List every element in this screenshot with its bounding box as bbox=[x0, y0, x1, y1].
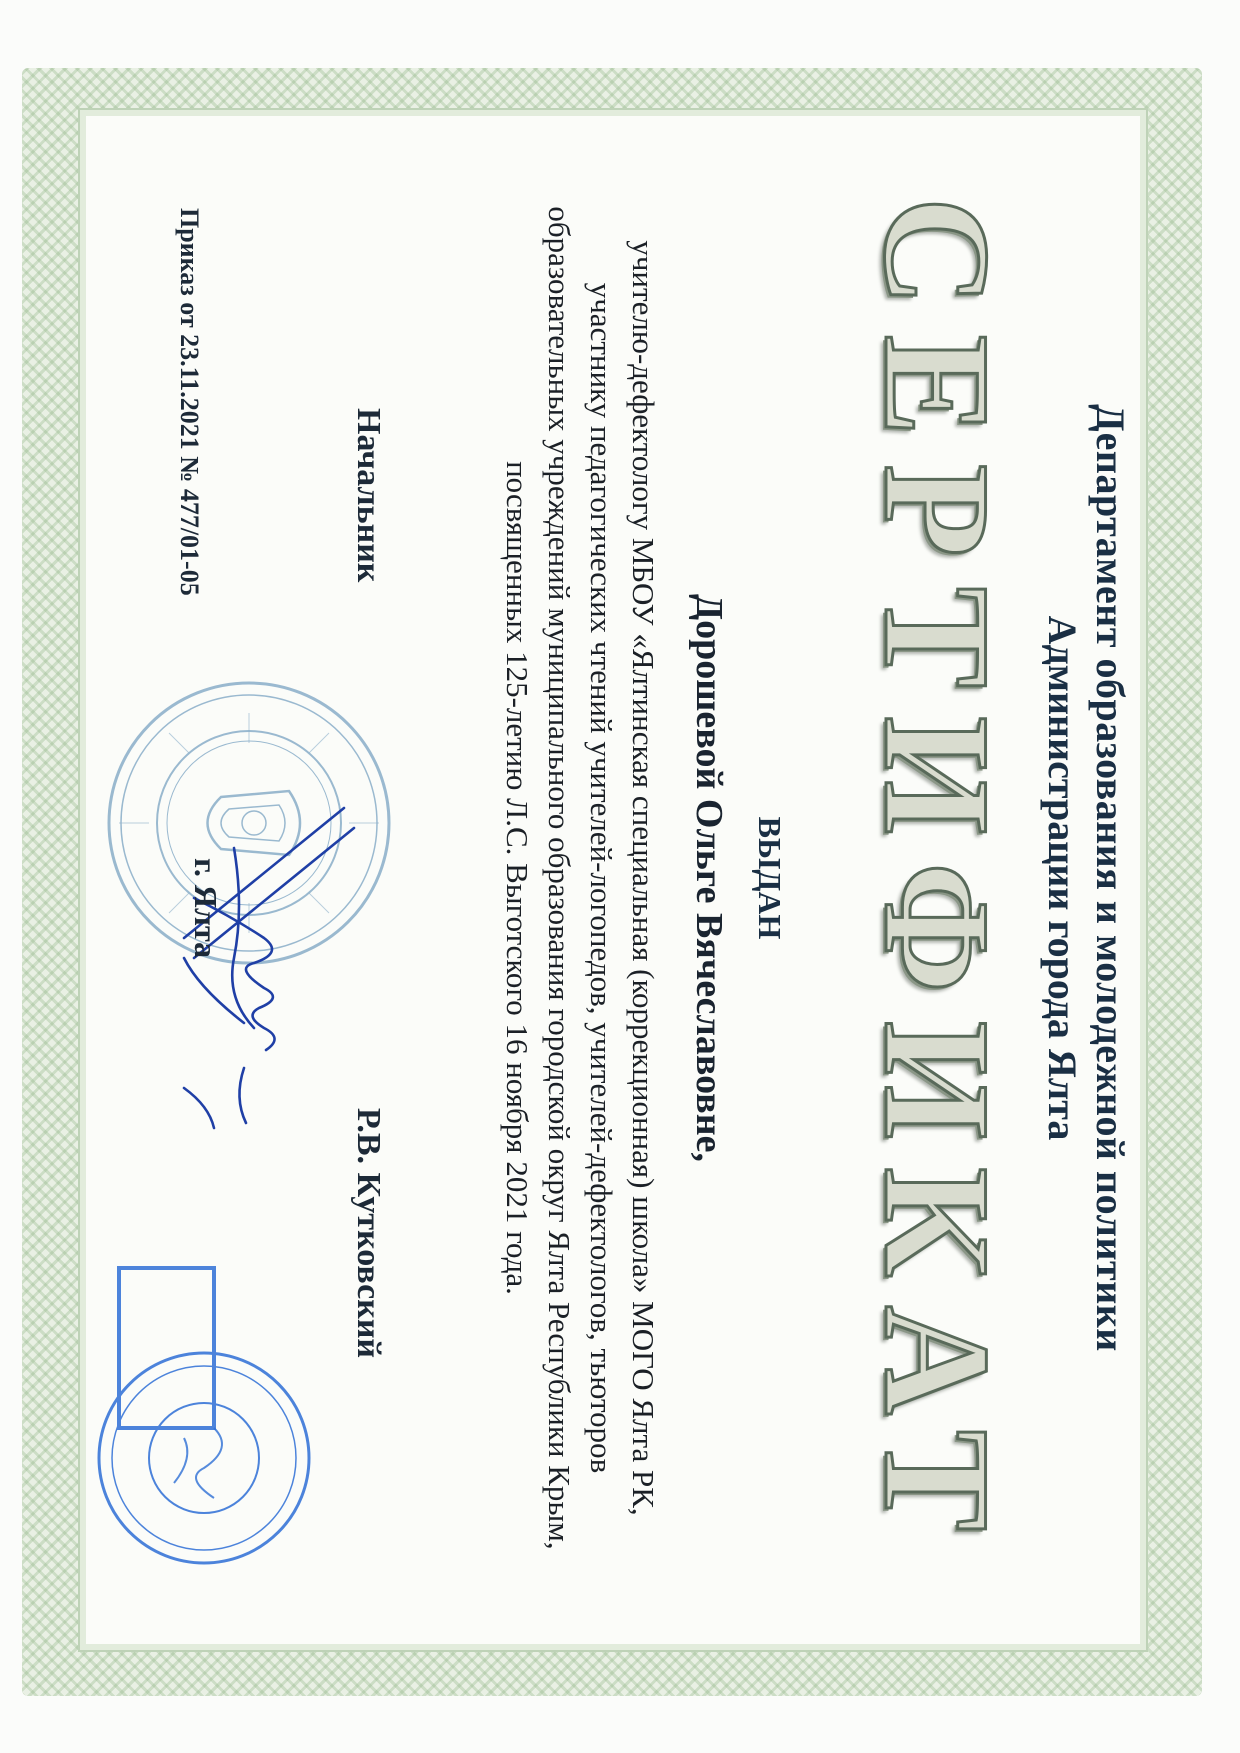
certificate-content bbox=[78, 108, 1144, 1648]
signer-position: Начальник bbox=[350, 408, 387, 583]
handwritten-signature bbox=[154, 788, 384, 1148]
body-line: участнику педагогических чтений учителей-логопедов, учителей-дефектологов, тьюторов bbox=[584, 282, 619, 1474]
department-header-line1: Департамент образования и молодежной политики bbox=[1088, 404, 1133, 1352]
body-line: посвященных 125-летию Л.С. Выготского 16 ноября 2021 года. bbox=[500, 461, 535, 1295]
school-seal-and-copy-stamp bbox=[94, 1258, 344, 1598]
certificate-body bbox=[496, 168, 664, 1588]
body-line: образовательных учреждений муниципального образования городской округ Ялта Республики Крым, bbox=[542, 206, 577, 1550]
recipient-name: Дорошевой Ольге Вячеславовне, bbox=[688, 594, 730, 1162]
body-line: учителю-дефектологу МБОУ «Ялтинская специальная (коррекционная) школа» МОГО Ялта РК, bbox=[626, 240, 661, 1516]
signer-name: Р.В. Кутковский bbox=[350, 1107, 387, 1358]
city-label: г. Ялта bbox=[188, 858, 224, 959]
department-header-line2: Администрации города Ялта bbox=[1040, 615, 1085, 1141]
issued-label: ВЫДАН bbox=[752, 816, 788, 940]
certificate-title: СЕРТИФИКАТ bbox=[853, 196, 1021, 1560]
order-reference: Приказ от 23.11.2021 № 477/01-05 bbox=[175, 208, 204, 596]
